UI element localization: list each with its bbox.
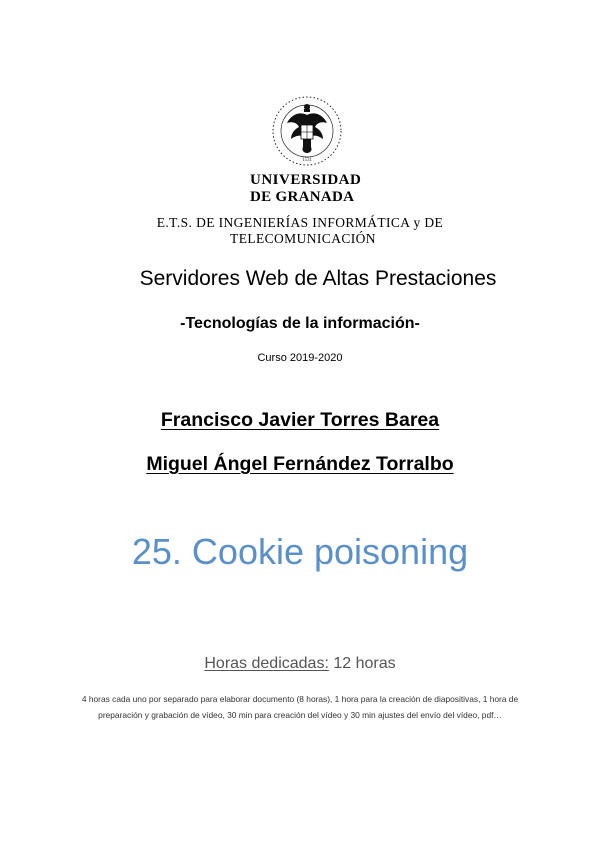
- school-name-line1: E.T.S. DE INGENIERÍAS INFORMÁTICA y DE: [156, 215, 444, 230]
- hours-detail: 4 horas cada uno por separado para elaborar documento (8 horas), 1 hora para la creación de diapositivas, 1 hora de preparación y grabación de vídeo, 30 min para creación del vídeo y 30 min ajustes del envío del vídeo, pdf…: [81, 694, 519, 720]
- author-name: Miguel Ángel Fernández Torralbo: [146, 453, 454, 475]
- document-subtitle: -Tecnologías de la información-: [180, 315, 420, 332]
- svg-text:1531: 1531: [302, 158, 312, 163]
- document-title: Servidores Web de Altas Prestaciones: [139, 267, 497, 290]
- hours-dedicated: [0, 654, 600, 674]
- university-name-line1: UNIVERSIDAD: [250, 172, 362, 188]
- course-year: Curso 2019-2020: [257, 352, 343, 364]
- university-name-line2: DE GRANADA: [250, 189, 355, 205]
- hours-value: 12 horas: [333, 655, 396, 672]
- hours-label: Horas dedicadas:: [204, 655, 329, 672]
- school-name-line2: TELECOMUNICACIÓN: [230, 231, 376, 246]
- author-name: Francisco Javier Torres Barea: [160, 409, 440, 431]
- topic-heading: 25. Cookie poisoning: [131, 531, 469, 572]
- university-seal-icon: [271, 95, 343, 167]
